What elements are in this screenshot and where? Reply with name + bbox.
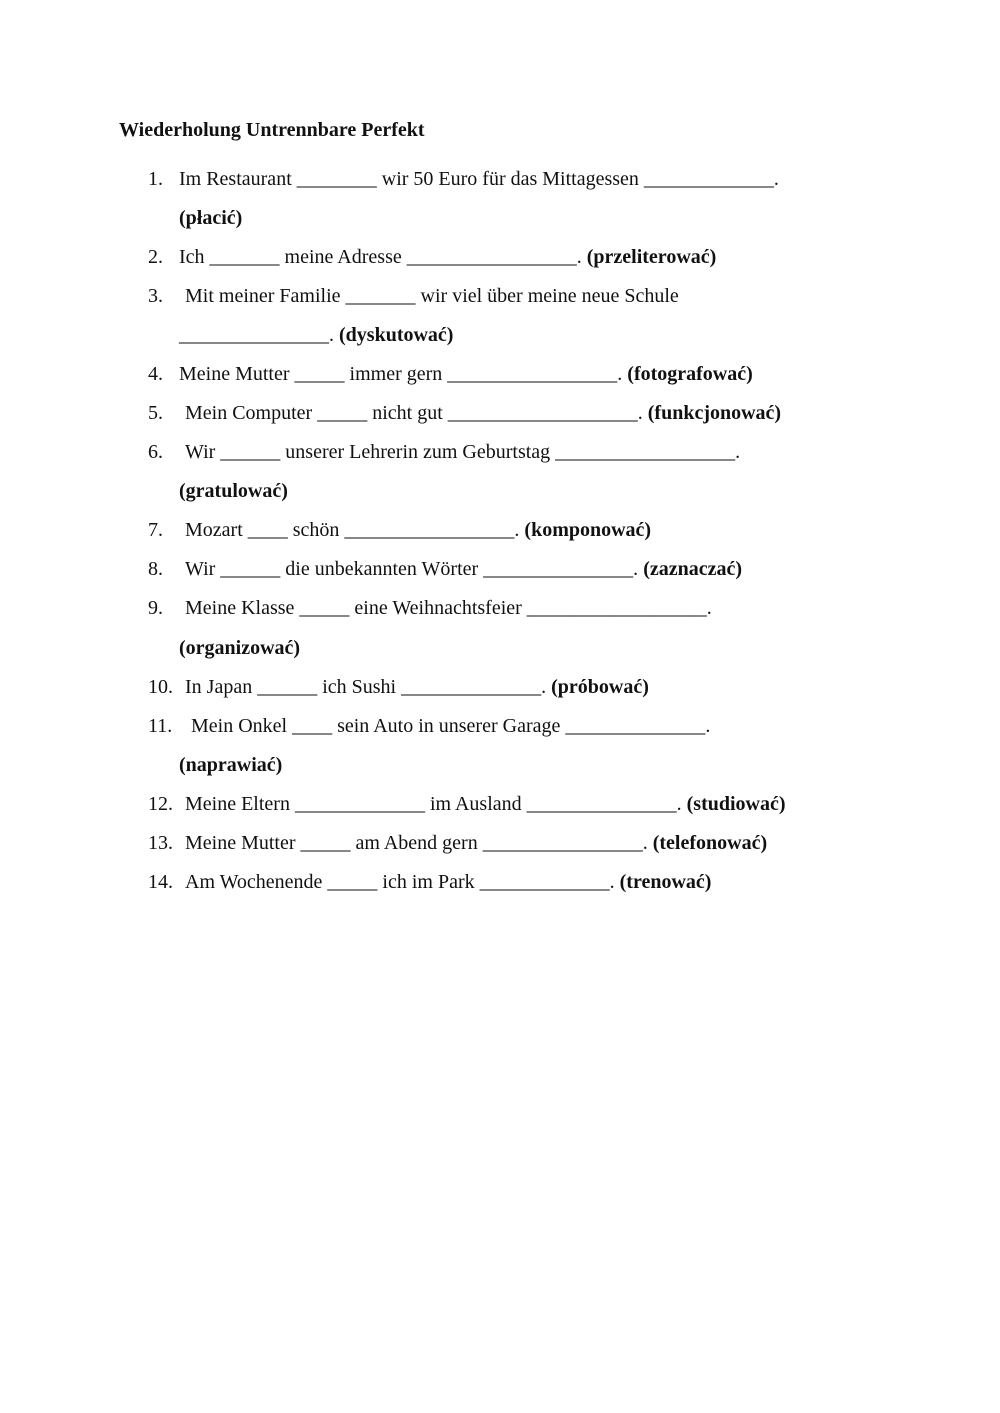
exercise-item-5: [148, 401, 781, 425]
exercise-hint: (fotografować): [627, 363, 753, 385]
exercise-hint: (dyskutować): [339, 324, 454, 346]
exercise-item-9: [148, 596, 712, 620]
exercise-number: 14.: [148, 871, 173, 893]
exercise-item-11: [148, 714, 710, 738]
exercise-item-7: [148, 518, 651, 542]
exercise-item-11-hint-line: [179, 753, 282, 777]
exercise-number: 12.: [148, 793, 173, 815]
exercise-number: 8.: [148, 558, 163, 580]
exercise-text: In Japan ______ ich Sushi ______________.: [185, 676, 547, 698]
exercise-item-12: [148, 792, 786, 816]
exercise-item-6-hint-line: [179, 479, 288, 503]
exercise-number: 11.: [148, 715, 173, 737]
exercise-text: Meine Mutter _____ immer gern _________________.: [179, 363, 623, 385]
exercise-text: Ich _______ meine Adresse _________________.: [179, 246, 582, 268]
exercise-item-14: [148, 870, 711, 894]
exercise-text: Wir ______ die unbekannten Wörter _______________.: [185, 558, 639, 580]
exercise-item-13: [148, 831, 767, 855]
exercise-text: Mozart ____ schön _________________.: [185, 519, 520, 541]
exercise-number: 13.: [148, 832, 173, 854]
exercise-text: Am Wochenende _____ ich im Park _____________.: [185, 871, 615, 893]
exercise-text: Wir ______ unserer Lehrerin zum Geburtstag __________________.: [185, 441, 741, 463]
exercise-hint: (zaznaczać): [643, 558, 743, 580]
exercise-hint: (funkcjonować): [647, 402, 782, 424]
exercise-item-1: [148, 167, 779, 191]
exercise-item-4: [148, 362, 753, 386]
exercise-number: 5.: [148, 402, 163, 424]
exercise-text: Mein Computer _____ nicht gut ___________________.: [185, 402, 643, 424]
exercise-hint: (płacić): [179, 207, 243, 229]
exercise-item-1-hint-line: [179, 206, 242, 230]
exercise-hint: (trenować): [619, 871, 712, 893]
exercise-item-9-hint-line: [179, 636, 300, 660]
exercise-hint: (studiować): [686, 793, 786, 815]
exercise-number: 6.: [148, 441, 163, 463]
exercise-hint: (komponować): [524, 519, 652, 541]
exercise-item-2: [148, 245, 716, 269]
exercise-text: Mein Onkel ____ sein Auto in unserer Garage ______________.: [191, 715, 711, 737]
exercise-item-3: [148, 284, 679, 308]
exercise-hint: (przeliterować): [586, 246, 717, 268]
exercise-item-3-continuation: [179, 323, 453, 347]
worksheet-title: Wiederholung Untrennbare Perfekt: [119, 119, 425, 141]
exercise-number: 3.: [148, 285, 163, 307]
exercise-number: 9.: [148, 597, 163, 619]
exercise-hint: (próbować): [551, 676, 649, 698]
exercise-number: 10.: [148, 676, 173, 698]
exercise-item-10: [148, 675, 649, 699]
exercise-number: 4.: [148, 363, 163, 385]
exercise-hint: (organizować): [179, 637, 301, 659]
exercise-number: 1.: [148, 168, 163, 190]
exercise-hint: (telefonować): [652, 832, 768, 854]
exercise-text: Meine Mutter _____ am Abend gern ________________.: [185, 832, 648, 854]
exercise-text: Im Restaurant ________ wir 50 Euro für das Mittagessen _____________.: [179, 168, 779, 190]
exercise-text-continuation: _______________.: [179, 324, 334, 346]
exercise-hint: (gratulować): [179, 480, 288, 502]
exercise-number: 2.: [148, 246, 163, 268]
exercise-text: Meine Eltern _____________ im Ausland _______________.: [185, 793, 682, 815]
exercise-text: Meine Klasse _____ eine Weihnachtsfeier __________________.: [185, 597, 712, 619]
exercise-number: 7.: [148, 519, 163, 541]
exercise-item-8: [148, 557, 742, 581]
exercise-text: Mit meiner Familie _______ wir viel über meine neue Schule: [185, 285, 679, 307]
exercise-hint: (naprawiać): [179, 754, 283, 776]
exercise-item-6: [148, 440, 740, 464]
